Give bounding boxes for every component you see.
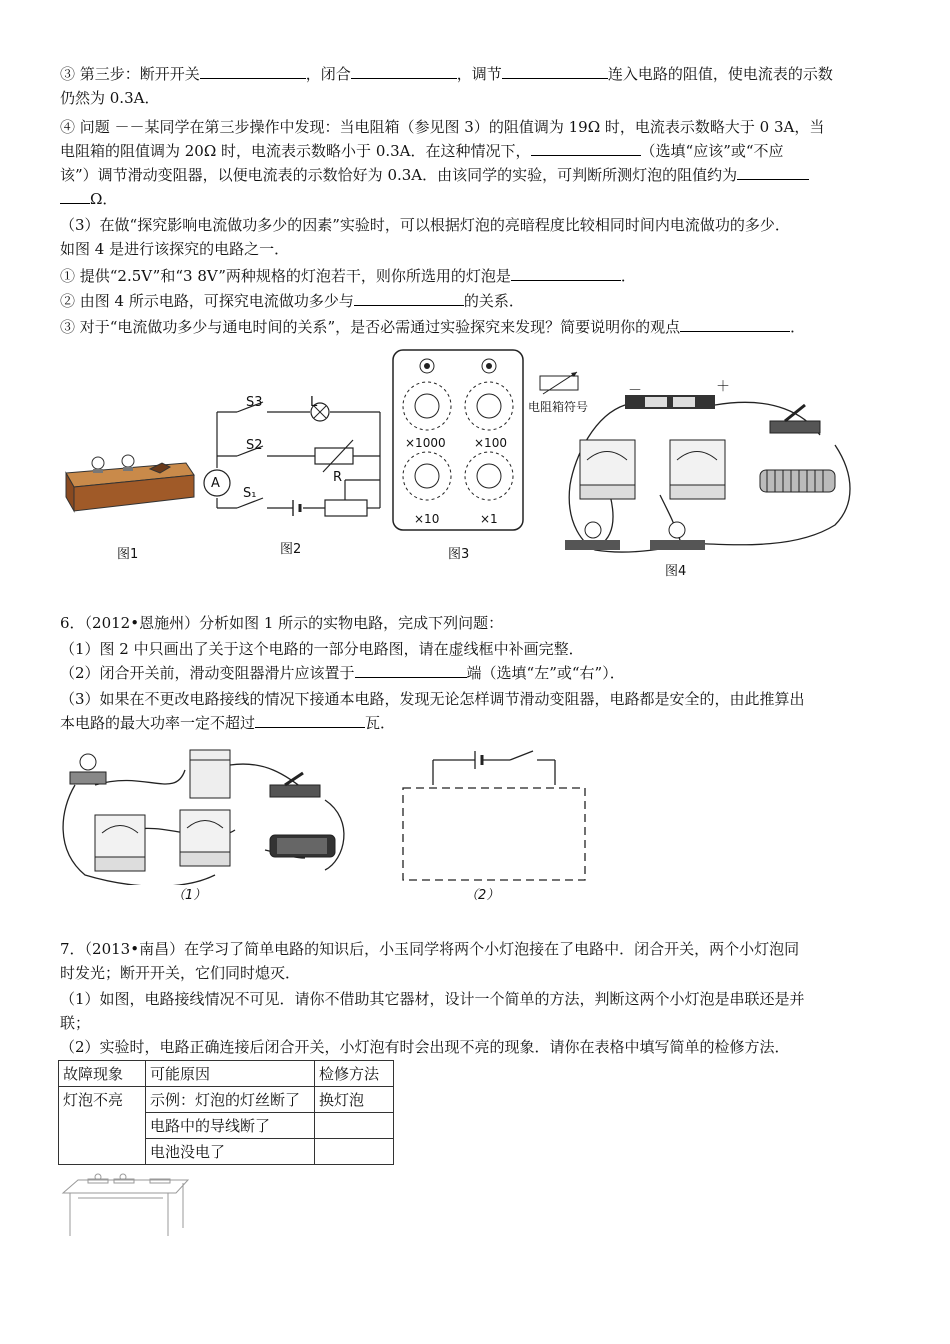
resistor-label: R <box>333 470 343 485</box>
q5-line: 电阻箱的阻值调为 20Ω 时，电流表示数略小于 0.3A．在这种情况下， （选填“应该”或“不应 <box>60 142 784 160</box>
answer-blank[interactable] <box>737 164 809 180</box>
answer-blank[interactable] <box>351 63 457 79</box>
table-cell: 换灯泡 <box>315 1087 394 1113</box>
q5-step3-line: ③ 第三步：断开开关 ，闭合 ，调节 连入电路的阻值，使电流表的示数 <box>60 65 833 83</box>
lamp-label: L <box>310 395 318 410</box>
ammeter-label: A <box>211 476 220 491</box>
figure-3-caption: 图3 <box>448 547 470 562</box>
q5-line: ① 提供“2.5V”和“3 8V”两种规格的灯泡若干，则你所选用的灯泡是 ． <box>60 267 636 285</box>
answer-blank[interactable] <box>255 712 365 728</box>
q7-line: 联； <box>60 1014 91 1032</box>
q7-line: （2）实验时，电路正确连接后闭合开关，小灯泡有时会出现不亮的现象．请你在表格中填写简单的检修方法． <box>60 1038 790 1056</box>
q7-line: （1）如图，电路接线情况不可见．请你不借助其它器材，设计一个简单的方法，判断这两个小灯泡是串联还是并 <box>60 990 805 1008</box>
figure-1-caption: 图1 <box>117 547 139 562</box>
table-cell: 电池没电了 <box>146 1139 315 1165</box>
q7-line: 7．（2013•南昌）在学习了简单电路的知识后，小玉同学将两个小灯泡接在了电路中．闭合开关，两个小灯泡同 <box>60 940 800 958</box>
q7-desk-illustration <box>58 1168 198 1238</box>
battery-minus-label: － <box>628 383 642 399</box>
q6-figure-2-partial-circuit <box>395 745 595 885</box>
q5-line: Ω． <box>60 188 117 210</box>
q5-line: （3）在做“探究影响电流做功多少的因素”实验时，可以根据灯泡的亮暗程度比较相同时间内电流做功的多少． <box>60 216 790 234</box>
figure-4-caption: 图4 <box>665 564 687 579</box>
table-header-cell: 检修方法 <box>315 1061 394 1087</box>
fault-table <box>58 1060 394 1165</box>
q6-figure-1-caption: （1） <box>172 888 207 903</box>
figure-4-apparatus-illustration <box>555 375 860 560</box>
q5-line: ④ 问题 －－某同学在第三步操作中发现：当电阻箱（参见图 3）的阻值调为 19Ω 时，电流表示数略大于 0 3A，当 <box>60 118 825 136</box>
q6-figure-1-real-circuit <box>55 740 355 885</box>
q6-line: 本电路的最大功率一定不超过 瓦． <box>60 714 396 732</box>
table-header-cell: 故障现象 <box>59 1061 146 1087</box>
q6-line: 6．（2012•恩施州）分析如图 1 所示的实物电路，完成下列问题： <box>60 614 504 632</box>
answer-blank[interactable] <box>502 63 608 79</box>
table-cell-phenomenon: 灯泡不亮 <box>59 1087 146 1165</box>
q6-figure-2-caption: （2） <box>465 888 500 903</box>
q5-line: 如图 4 是进行该探究的电路之一． <box>60 240 290 258</box>
dial-x10-label: ×10 <box>414 512 440 526</box>
q5-line: ③ 对于“电流做功多少与通电时间的关系”，是否必需通过实验探究来发现？简要说明你的观点 ． <box>60 318 806 336</box>
q5-line: 该”）调节滑动变阻器，以便电流表的示数恰好为 0.3A．由该同学的实验，可判断所测灯泡的阻值约为 <box>60 164 809 186</box>
table-cell-answer[interactable] <box>315 1113 394 1139</box>
table-cell: 电路中的导线断了 <box>146 1113 315 1139</box>
battery-plus-label: ＋ <box>716 379 730 395</box>
q6-line: （2）闭合开关前，滑动变阻器滑片应该置于 端（选填“左”或“右”）． <box>60 664 625 682</box>
dial-x100-label: ×100 <box>474 436 507 450</box>
table-header-cell: 可能原因 <box>146 1061 315 1087</box>
resistance-box-symbol-label: 电阻箱符号 <box>528 400 589 414</box>
figure-1-board-illustration <box>58 445 198 515</box>
q5-line: 仍然为 0.3A． <box>60 89 160 107</box>
table-header-row <box>59 1061 394 1087</box>
table-cell-answer[interactable] <box>315 1139 394 1165</box>
q7-line: 时发光；断开开关，它们同时熄灭． <box>60 964 301 982</box>
answer-blank[interactable] <box>511 265 621 281</box>
table-row <box>59 1087 394 1113</box>
figure-2-caption: 图2 <box>280 542 302 557</box>
answer-blank[interactable] <box>354 290 464 306</box>
answer-blank[interactable] <box>680 316 790 332</box>
answer-blank[interactable] <box>200 63 306 79</box>
switch-s1-label: S₁ <box>243 486 257 501</box>
answer-blank[interactable] <box>355 662 467 678</box>
answer-blank[interactable] <box>60 188 90 204</box>
switch-s2-label: S2 <box>246 438 263 453</box>
q5-line: ② 由图 4 所示电路，可探究电流做功多少与 的关系． <box>60 292 524 310</box>
answer-blank[interactable] <box>531 140 641 156</box>
q6-line: （1）图 2 中只画出了关于这个电路的一部分电路图，请在虚线框中补画完整． <box>60 640 584 658</box>
switch-s3-label: S3 <box>246 395 263 410</box>
table-cell: 示例：灯泡的灯丝断了 <box>146 1087 315 1113</box>
dial-x1000-label: ×1000 <box>405 436 446 450</box>
figure-2-circuit-diagram <box>195 390 385 525</box>
dial-x1-label: ×1 <box>480 512 498 526</box>
q6-line: （3）如果在不更改电路接线的情况下接通本电路，发现无论怎样调节滑动变阻器，电路都是安全的，由此推算出 <box>60 690 805 708</box>
